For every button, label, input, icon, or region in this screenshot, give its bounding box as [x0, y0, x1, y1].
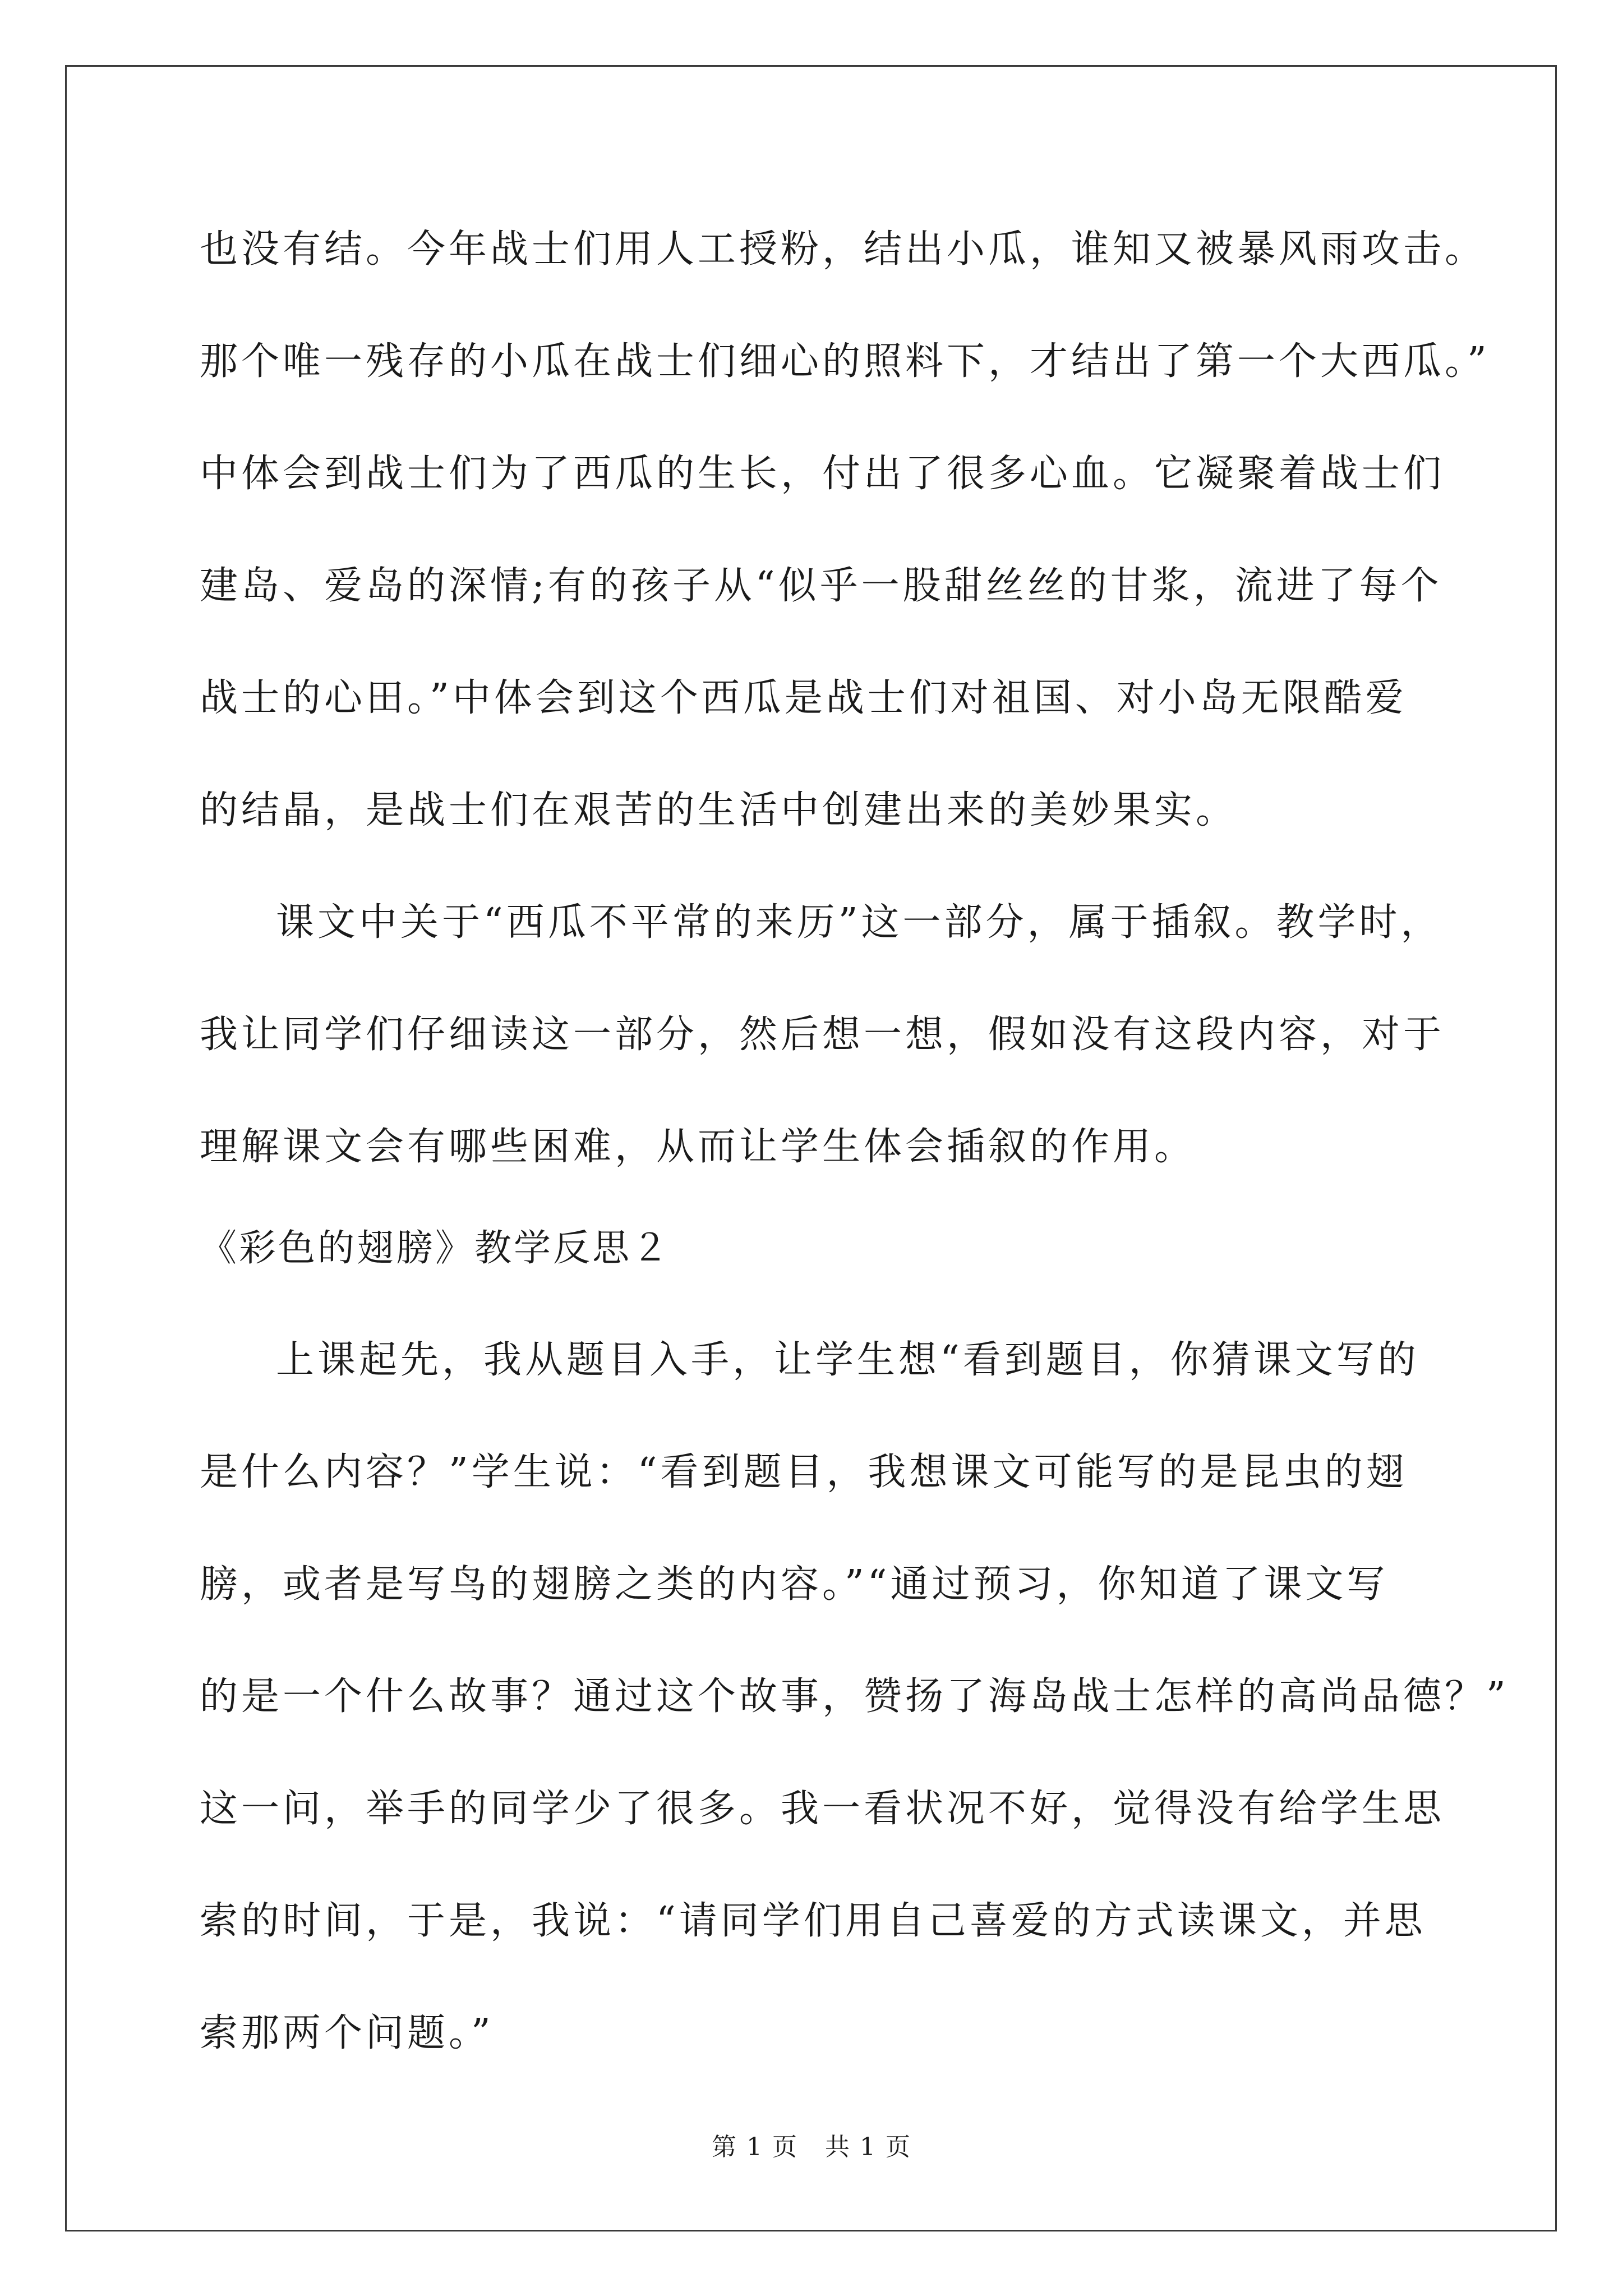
paragraph-line: 理解课文会有哪些困难，从而让学生体会插叙的作用。: [200, 1125, 1196, 1169]
paragraph-line: 我让同学们仔细读这一部分，然后想一想，假如没有这段内容，对于: [200, 1013, 1445, 1057]
page-number: 第 1 页: [712, 2133, 798, 2161]
page-total: 共 1 页: [825, 2133, 911, 2161]
paragraph-line: 建岛、爱岛的深情;有的孩子从“似乎一股甜丝丝的甘浆，流进了每个: [200, 564, 1442, 608]
paragraph-line: 中体会到战士们为了西瓜的生长，付出了很多心血。它凝聚着战士们: [200, 452, 1445, 496]
paragraph-line: 也没有结。今年战士们用人工授粉，结出小瓜，谁知又被暴风雨攻击。: [200, 227, 1487, 272]
paragraph-line: 膀，或者是写鸟的翅膀之类的内容。”“通过预习，你知道了课文写: [200, 1562, 1389, 1607]
paragraph-line: 的是一个什么故事？通过这个故事，赞扬了海岛战士怎样的高尚品德？”: [200, 1674, 1509, 1719]
paragraph-line: 是什么内容？”学生说：“看到题目，我想课文可能写的是昆虫的翅: [200, 1450, 1408, 1494]
paragraph-line: 上课起先，我从题目入手，让学生想“看到题目，你猜课文写的: [276, 1338, 1419, 1382]
paragraph-line: 战士的心田。”中体会到这个西瓜是战士们对祖国、对小岛无限酷爱: [200, 676, 1407, 720]
paragraph-line: 那个唯一残存的小瓜在战士们细心的照料下，才结出了第一个大西瓜。”: [200, 339, 1490, 384]
paragraph-line: 课文中关于“西瓜不平常的来历”这一部分，属于插叙。教学时，: [276, 900, 1442, 945]
paragraph-line: 这一问，举手的同学少了很多。我一看状况不好，觉得没有给学生思: [200, 1787, 1445, 1831]
paragraph-line: 索那两个问题。”: [200, 2011, 494, 2055]
page-footer: [0, 2132, 1623, 2163]
paragraph-line: 索的时间，于是，我说：“请同学们用自己喜爱的方式读课文，并思: [200, 1899, 1426, 1943]
section-heading: 《彩色的翅膀》教学反思２: [200, 1226, 671, 1269]
paragraph-line: 的结晶，是战士们在艰苦的生活中创建出来的美妙果实。: [200, 788, 1238, 832]
